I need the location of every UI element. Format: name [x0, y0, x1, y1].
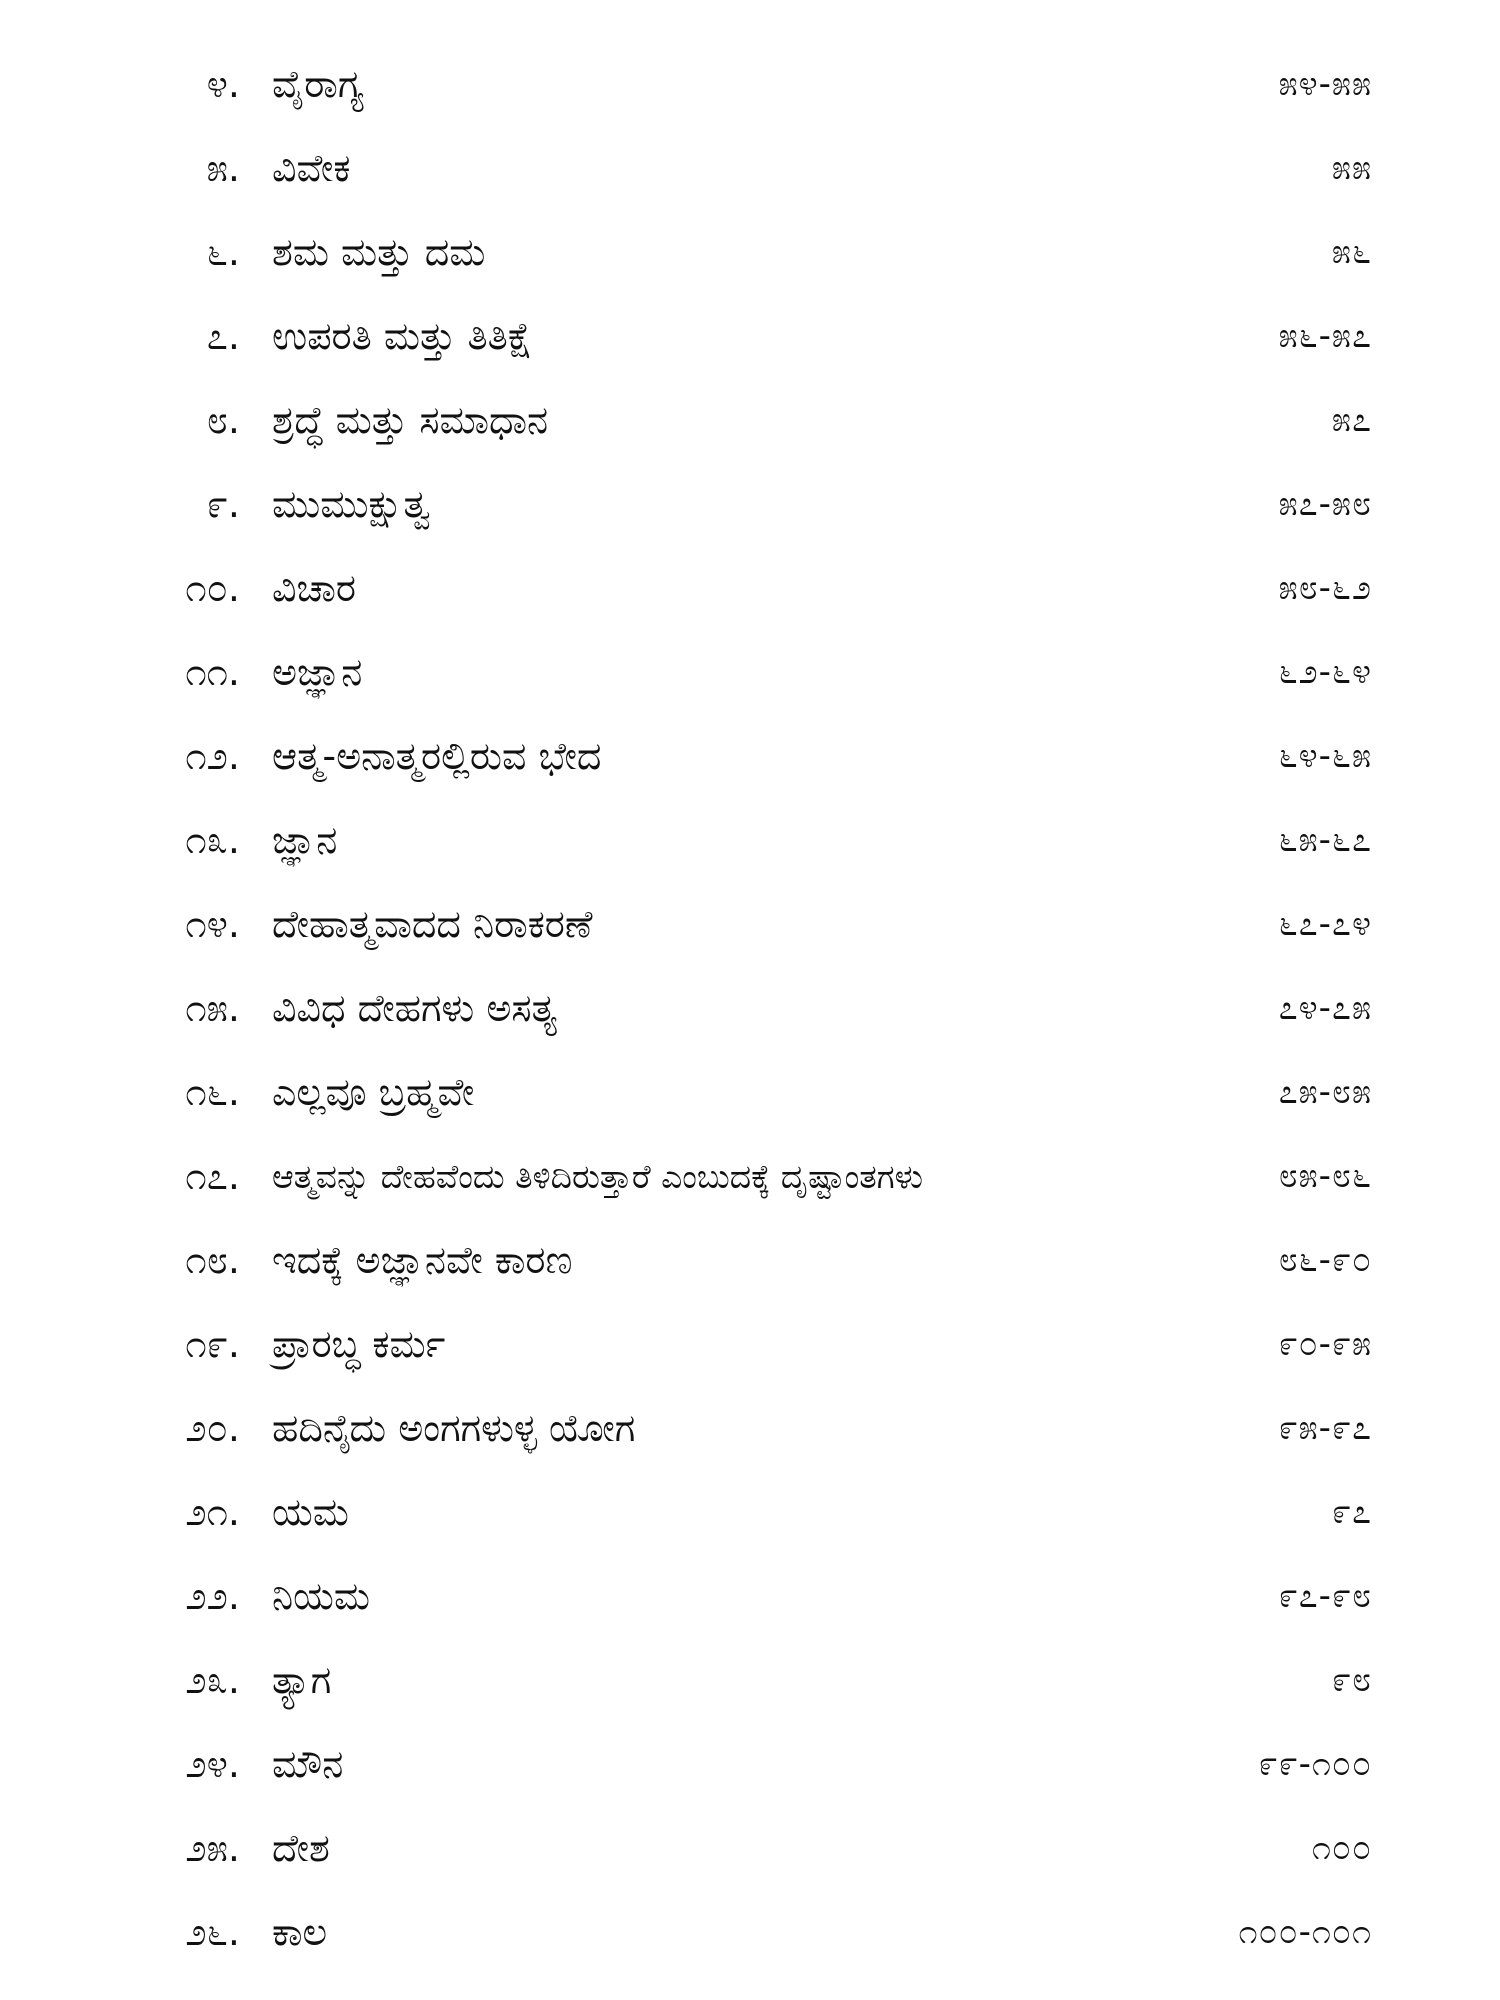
toc-entry: [0, 1806, 1500, 1890]
entry-number: ೬.: [206, 230, 240, 274]
entry-title: ಯಮ: [272, 1490, 349, 1534]
entry-number: ೧೪.: [185, 902, 240, 946]
entry-pages: ೬೫-೬೭: [1278, 820, 1372, 860]
toc-entry: [0, 1890, 1500, 1974]
entry-number: ೫.: [206, 146, 240, 190]
entry-pages: ೬೭-೭೪: [1278, 904, 1372, 944]
entry-title: ದೇಹಾತ್ಮವಾದದ ನಿರಾಕರಣೆ: [272, 902, 593, 946]
entry-title: ನಿಯಮ: [272, 1574, 370, 1618]
toc-entry: [0, 630, 1500, 714]
toc-entry: [0, 882, 1500, 966]
entry-pages: ೯೮: [1331, 1660, 1372, 1700]
entry-title: ಉಪರತಿ ಮತ್ತು ತಿತಿಕ್ಷೆ: [272, 314, 533, 358]
entry-title: ಮುಮುಕ್ಷುತ್ವ: [272, 482, 431, 526]
entry-number: ೧೨.: [185, 734, 240, 778]
entry-number: ೧೮.: [185, 1238, 240, 1282]
entry-title: ಕಾಲ: [272, 1910, 328, 1954]
entry-number: ೧೯.: [185, 1322, 240, 1366]
toc-entry: [0, 294, 1500, 378]
entry-pages: ೭೫-೮೫: [1278, 1072, 1372, 1112]
entry-title: ವಿವಿಧ ದೇಹಗಳು ಅಸತ್ಯ: [272, 986, 557, 1030]
toc-entry: [0, 42, 1500, 126]
toc-entry: [0, 714, 1500, 798]
entry-title: ಮೌನ: [272, 1742, 344, 1786]
toc-entry: [0, 1386, 1500, 1470]
entry-number: ೨೧.: [185, 1490, 240, 1534]
toc-entry: [0, 1218, 1500, 1302]
entry-title: ಪ್ರಾರಬ್ಧ ಕರ್ಮ: [272, 1322, 446, 1366]
entry-pages: ೫೪-೫೫: [1278, 64, 1372, 104]
entry-number: ೨೫.: [185, 1826, 240, 1870]
entry-number: ೯.: [206, 482, 240, 526]
entry-title: ಆತ್ಮವನ್ನು ದೇಹವೆಂದು ತಿಳಿದಿರುತ್ತಾರೆ ಎಂಬುದಕ್ಕೆ ದೃಷ್ಟಾಂತಗಳು: [272, 1156, 924, 1196]
toc-entry: [0, 966, 1500, 1050]
entry-pages: ೯೦-೯೫: [1278, 1324, 1372, 1364]
entry-title: ಆತ್ಮ-ಅನಾತ್ಮರಲ್ಲಿರುವ ಭೇದ: [272, 734, 602, 778]
entry-pages: ೬೪-೬೫: [1278, 736, 1372, 776]
entry-number: ೭.: [206, 314, 240, 358]
entry-title: ವೈರಾಗ್ಯ: [272, 62, 364, 106]
entry-title: ಶಮ ಮತ್ತು ದಮ: [272, 230, 486, 274]
toc-entry: [0, 1554, 1500, 1638]
entry-number: ೨೩.: [185, 1658, 240, 1702]
entry-pages: ೮೫-೮೬: [1278, 1156, 1372, 1196]
entry-pages: ೯೭: [1331, 1492, 1372, 1532]
toc-entry: [0, 1638, 1500, 1722]
entry-number: ೨೨.: [185, 1574, 240, 1618]
entry-number: ೧೧.: [185, 650, 240, 694]
entry-pages: ೯೫-೯೭: [1278, 1408, 1372, 1448]
entry-title: ಇದಕ್ಕೆ ಅಜ್ಞಾನವೇ ಕಾರಣ: [272, 1238, 573, 1282]
entry-title: ತ್ಯಾಗ: [272, 1658, 332, 1702]
toc-entry: [0, 462, 1500, 546]
entry-number: ೨೬.: [185, 1910, 240, 1954]
entry-title: ಎಲ್ಲವೂ ಬ್ರಹ್ಮವೇ: [272, 1070, 475, 1114]
toc-entry: [0, 1302, 1500, 1386]
toc-entry: [0, 1722, 1500, 1806]
toc-entry: [0, 1050, 1500, 1134]
entry-title: ಹದಿನೈದು ಅಂಗಗಳುಳ್ಳ ಯೋಗ: [272, 1406, 636, 1450]
entry-title: ದೇಶ: [272, 1826, 330, 1870]
toc-entry: [0, 546, 1500, 630]
toc-entry: [0, 126, 1500, 210]
entry-number: ೧೫.: [185, 986, 240, 1030]
entry-pages: ೧೦೦-೧೦೧: [1238, 1912, 1372, 1952]
entry-pages: ೮೬-೯೦: [1278, 1240, 1372, 1280]
entry-number: ೮.: [206, 398, 240, 442]
entry-title: ಜ್ಞಾನ: [272, 818, 338, 862]
entry-pages: ೭೪-೭೫: [1278, 988, 1372, 1028]
entry-title: ಶ್ರದ್ಧೆ ಮತ್ತು ಸಮಾಧಾನ: [272, 398, 549, 442]
toc-entry: [0, 378, 1500, 462]
entry-title: ವಿವೇಕ: [272, 146, 351, 190]
toc-entry: [0, 798, 1500, 882]
entry-pages: ೯೯-೧೦೦: [1258, 1744, 1372, 1784]
entry-number: ೨೪.: [185, 1742, 240, 1786]
entry-pages: ೫೬: [1331, 232, 1372, 272]
entry-title: ವಿಚಾರ: [272, 566, 356, 610]
entry-pages: ೫೫: [1331, 148, 1372, 188]
entry-number: ೪.: [206, 62, 240, 106]
entry-number: ೧೬.: [185, 1070, 240, 1114]
entry-pages: ೧೦೦: [1311, 1828, 1372, 1868]
entry-pages: ೫೬-೫೭: [1278, 316, 1372, 356]
toc-entry: [0, 1134, 1500, 1218]
entry-number: ೧೦.: [185, 566, 240, 610]
entry-title: ಅಜ್ಞಾನ: [272, 650, 363, 694]
entry-number: ೧೭.: [185, 1154, 240, 1198]
entry-number: ೨೦.: [185, 1406, 240, 1450]
entry-pages: ೬೨-೬೪: [1278, 652, 1372, 692]
toc-entry: [0, 210, 1500, 294]
entry-pages: ೫೭: [1331, 400, 1372, 440]
entry-pages: ೫೭-೫೮: [1278, 484, 1372, 524]
toc-entry: [0, 1470, 1500, 1554]
entry-pages: ೫೮-೬೨: [1278, 568, 1372, 608]
entry-pages: ೯೭-೯೮: [1278, 1576, 1372, 1616]
entry-number: ೧೩.: [185, 818, 240, 862]
